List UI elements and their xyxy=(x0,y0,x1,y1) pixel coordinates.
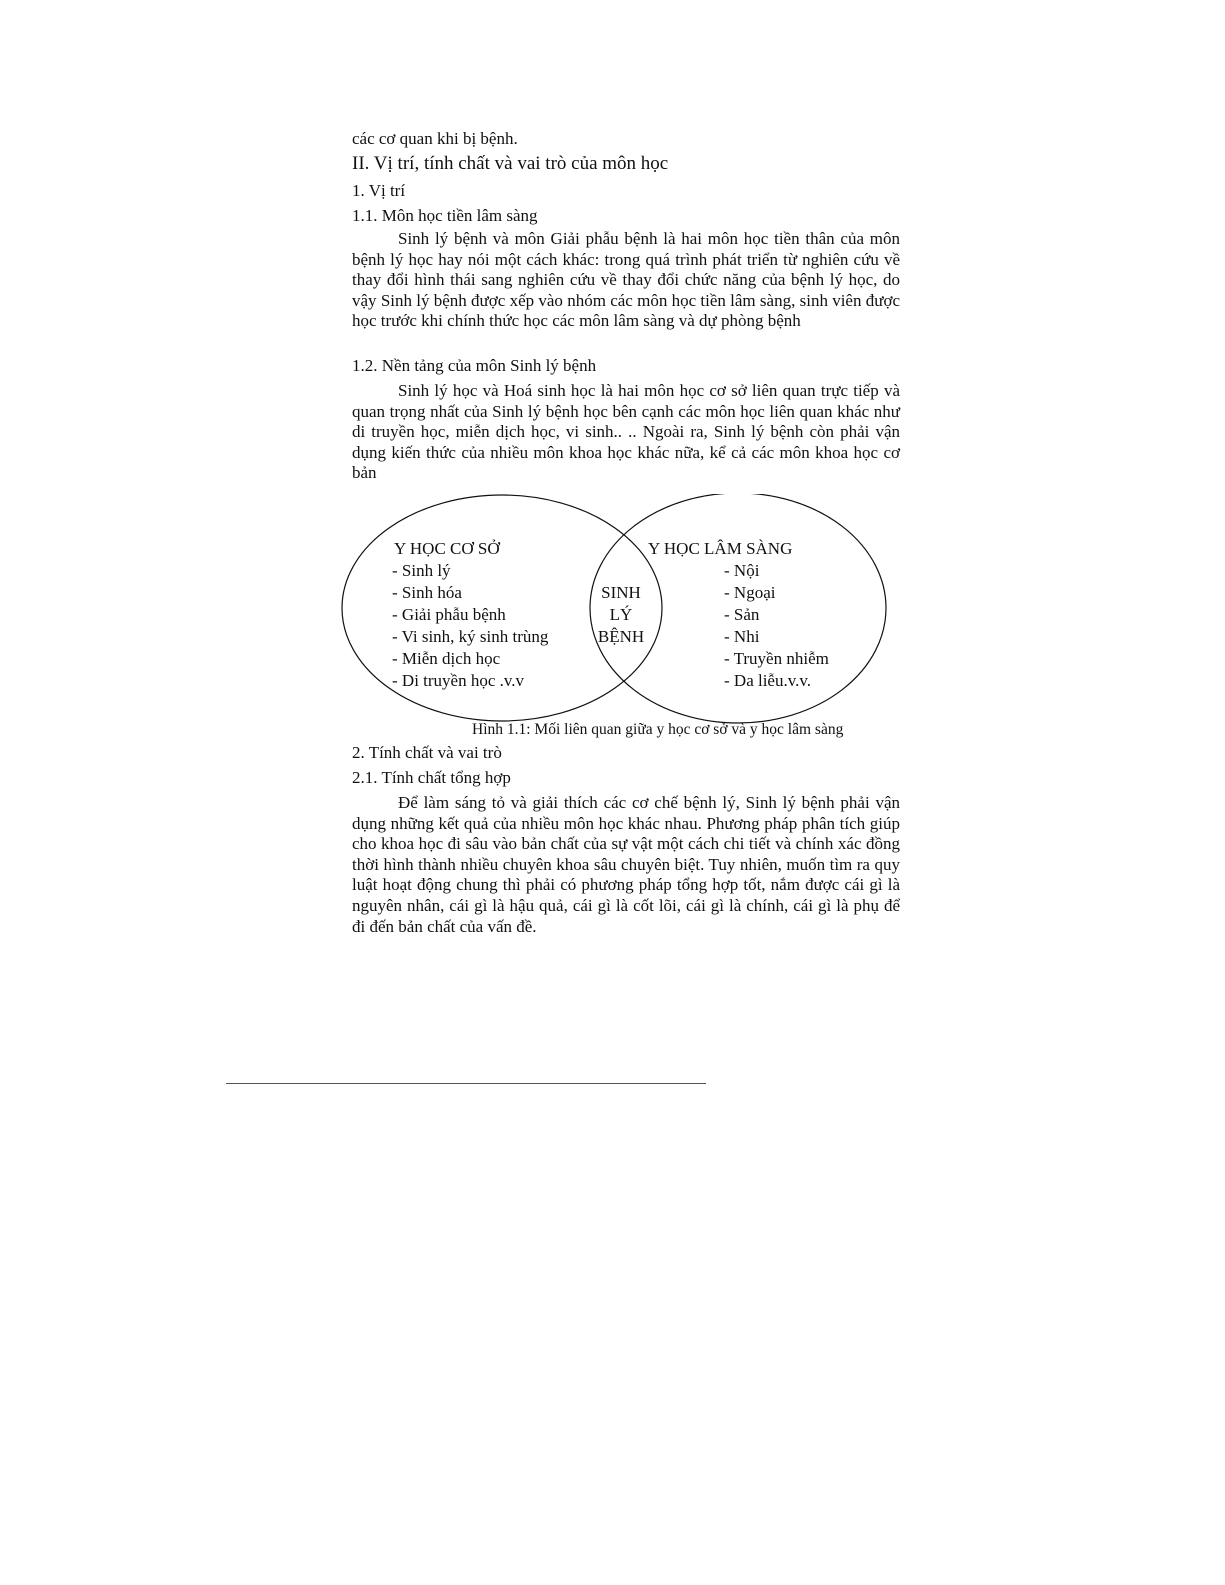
subheading-nature-role: 2. Tính chất và vai trò xyxy=(352,743,502,762)
figure-caption: Hình 1.1: Mối liên quan giữa y học cơ sở và y học lâm sàng xyxy=(472,721,844,738)
right-item: - Truyền nhiễm xyxy=(724,649,829,668)
left-item: - Vi sinh, ký sinh trùng xyxy=(392,627,549,646)
continued-line: các cơ quan khi bị bệnh. xyxy=(352,129,518,148)
left-item: - Giải phẫu bệnh xyxy=(392,605,506,624)
left-item: - Di truyền học .v.v xyxy=(392,671,525,690)
paragraph-foundation: Sinh lý học và Hoá sinh học là hai môn học cơ sở liên quan trực tiếp và quan trọng nhất của Sinh lý bệnh học bên cạnh các môn học liên quan khác như di truyền học, miễn dịch học, vi sinh.. .. Ngoài ra, Sinh lý bệnh còn phải vận dụng kiến thức của nhiều môn khoa học khác nữa, kể cả các môn khoa học cơ bản xyxy=(352,381,900,483)
subheading-position: 1. Vị trí xyxy=(352,181,406,200)
left-item: - Miễn dịch học xyxy=(392,649,501,668)
center-label: SINH xyxy=(601,583,641,602)
footnote-divider xyxy=(226,1083,706,1084)
subheading-preclinical: 1.1. Môn học tiền lâm sàng xyxy=(352,206,538,225)
left-item: - Sinh lý xyxy=(392,561,451,580)
subheading-foundation: 1.2. Nền tảng của môn Sinh lý bệnh xyxy=(352,356,597,375)
right-title: Y HỌC LÂM SÀNG xyxy=(648,539,793,558)
right-item: - Da liễu.v.v. xyxy=(724,671,812,690)
paragraph-synthesis: Để làm sáng tỏ và giải thích các cơ chế bệnh lý, Sinh lý bệnh phải vận dụng những kết quả của nhiều môn học khác nhau. Phương pháp phân tích giúp cho khoa học đi sâu vào bản chất của sự vật một cách chi tiết và chính xác đồng thời hình thành nhiều chuyên khoa sâu chuyên biệt. Tuy nhiên, muốn tìm ra quy luật hoạt động chung thì phải có phương pháp tổng hợp tốt, nắm được cái gì là nguyên nhân, cái gì là hậu quả, cái gì là cốt lõi, cái gì là chính, cái gì là phụ để đi đến bản chất của vấn đề. xyxy=(352,793,900,936)
paragraph-preclinical: Sinh lý bệnh và môn Giải phẫu bệnh là hai môn học tiền thân của môn bệnh lý học hay nói một cách khác: trong quá trình phát triển từ nghiên cứu về thay đổi hình thái sang nghiên cứu về thay đổi chức năng của bệnh lý học, do vậy Sinh lý bệnh được xếp vào nhóm các môn học tiền lâm sàng, sinh viên được học trước khi chính thức học các môn lâm sàng và dự phòng bệnh xyxy=(352,229,900,331)
left-title: Y HỌC CƠ SỞ xyxy=(394,539,500,558)
venn-diagram xyxy=(340,494,900,726)
right-item: - Sản xyxy=(724,605,760,624)
center-label: LÝ xyxy=(609,605,633,624)
section-heading: II. Vị trí, tính chất và vai trò của môn học xyxy=(352,153,669,174)
left-item: - Sinh hóa xyxy=(392,583,462,602)
right-item: - Nhi xyxy=(724,627,760,646)
right-item: - Nội xyxy=(724,561,760,580)
right-item: - Ngoại xyxy=(724,583,776,602)
subheading-synthesis: 2.1. Tính chất tổng hợp xyxy=(352,768,511,787)
center-label: BỆNH xyxy=(597,627,645,646)
